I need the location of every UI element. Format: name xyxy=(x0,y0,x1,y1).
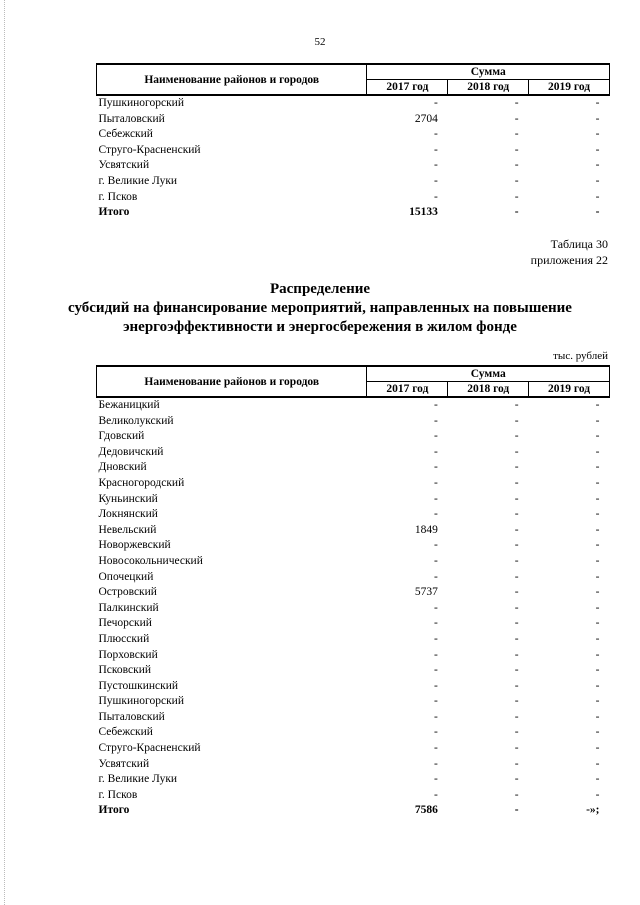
value-2017: - xyxy=(433,97,438,109)
value-2019: - xyxy=(595,570,600,583)
value-2017: 1849 xyxy=(414,523,438,536)
value-2019: - xyxy=(595,742,600,755)
table-row xyxy=(97,616,610,632)
table-row xyxy=(97,492,610,508)
total-row xyxy=(97,803,610,819)
value-2018: - xyxy=(514,508,519,521)
table-continuation xyxy=(96,63,610,221)
district-name: Локнянский xyxy=(98,508,158,521)
value-2018: - xyxy=(514,742,519,755)
value-2018: - xyxy=(514,773,519,786)
district-name: Куньинский xyxy=(98,492,158,505)
appendix-label: приложения 22 xyxy=(530,253,608,267)
value-2018: - xyxy=(514,461,519,474)
district-name: Гдовский xyxy=(98,430,145,443)
table-row xyxy=(97,663,610,679)
value-2018: - xyxy=(514,159,519,172)
value-2017: - xyxy=(433,414,438,427)
column-header-2019: 2019 год xyxy=(529,382,610,398)
table-row xyxy=(97,585,610,601)
value-2017: - xyxy=(433,508,438,521)
value-2019: - xyxy=(595,648,600,661)
district-name: Великолукский xyxy=(98,414,174,427)
district-name: Пушкиногорский xyxy=(98,695,184,708)
value-2017: 5737 xyxy=(414,586,438,599)
value-2017: - xyxy=(433,648,438,661)
value-2019: - xyxy=(595,143,600,156)
value-2017: 7586 xyxy=(414,804,438,817)
value-2019: - xyxy=(595,508,600,521)
district-name: Красногородский xyxy=(98,476,185,489)
district-name: Усвятский xyxy=(98,159,150,172)
value-2017: - xyxy=(433,174,438,187)
value-2018: - xyxy=(514,570,519,583)
district-name: Струго-Красненский xyxy=(98,742,201,755)
value-2018: - xyxy=(514,414,519,427)
district-name: Опочецкий xyxy=(98,570,154,583)
value-2017: - xyxy=(433,679,438,692)
value-2018: - xyxy=(514,601,519,614)
value-2017: - xyxy=(433,742,438,755)
value-2018: - xyxy=(514,492,519,505)
value-2017: - xyxy=(433,539,438,552)
total-row xyxy=(97,205,610,221)
value-2019: - xyxy=(595,679,600,692)
table-row xyxy=(97,507,610,523)
value-2019: - xyxy=(595,773,600,786)
value-2019: - xyxy=(595,632,600,645)
value-2019: - xyxy=(595,445,600,458)
table-row xyxy=(97,158,610,174)
district-name: г. Великие Луки xyxy=(98,174,178,187)
value-2019: -»; xyxy=(586,804,600,817)
value-2018: - xyxy=(514,206,519,219)
value-2019: - xyxy=(595,726,600,739)
value-2018: - xyxy=(514,174,519,187)
district-name: Новосокольнический xyxy=(98,554,203,567)
value-2019: - xyxy=(595,399,600,411)
value-2019: - xyxy=(595,492,600,505)
section-heading xyxy=(0,280,640,337)
district-name: г. Псков xyxy=(98,788,138,801)
table-row xyxy=(97,570,610,586)
district-name: Бежаницкий xyxy=(98,399,160,411)
heading-line-2: субсидий на финансирование мероприятий, направленных на повышение xyxy=(68,300,572,316)
column-header-sum: Сумма xyxy=(367,64,610,80)
table-row xyxy=(97,523,610,539)
column-header-2017: 2017 год xyxy=(367,80,448,96)
value-2019: - xyxy=(595,539,600,552)
value-2018: - xyxy=(514,128,519,141)
units-label: тыс. рублей xyxy=(553,350,608,362)
value-2017: - xyxy=(433,617,438,630)
value-2019: - xyxy=(595,554,600,567)
value-2018: - xyxy=(514,554,519,567)
table-row xyxy=(97,554,610,570)
value-2017: - xyxy=(433,601,438,614)
value-2019: - xyxy=(595,430,600,443)
value-2019: - xyxy=(595,617,600,630)
table-row xyxy=(97,397,610,414)
value-2018: - xyxy=(514,445,519,458)
district-name: Палкинский xyxy=(98,601,159,614)
value-2017: - xyxy=(433,128,438,141)
district-name: Струго-Красненский xyxy=(98,143,201,156)
value-2018: - xyxy=(514,143,519,156)
column-header-name: Наименование районов и городов xyxy=(97,64,367,95)
table-row xyxy=(97,694,610,710)
table-row xyxy=(97,112,610,128)
district-name: Пыталовский xyxy=(98,112,165,125)
district-name: Печорский xyxy=(98,617,152,630)
column-header-sum: Сумма xyxy=(367,366,610,382)
value-2019: - xyxy=(595,174,600,187)
value-2018: - xyxy=(514,664,519,677)
value-2019: - xyxy=(595,476,600,489)
value-2018: - xyxy=(514,632,519,645)
value-2019: - xyxy=(595,159,600,172)
column-header-2018: 2018 год xyxy=(448,80,529,96)
table-row xyxy=(97,710,610,726)
table-row xyxy=(97,190,610,206)
value-2017: 2704 xyxy=(414,112,438,125)
table-row xyxy=(97,757,610,773)
district-name: Себежский xyxy=(98,128,153,141)
value-2019: - xyxy=(595,128,600,141)
table-row xyxy=(97,95,610,112)
value-2018: - xyxy=(514,586,519,599)
value-2017: - xyxy=(433,710,438,723)
value-2019: - xyxy=(595,710,600,723)
value-2017: 15133 xyxy=(409,206,438,219)
district-name: Дедовичский xyxy=(98,445,164,458)
district-name: Усвятский xyxy=(98,757,150,770)
value-2018: - xyxy=(514,679,519,692)
value-2019: - xyxy=(595,757,600,770)
value-2018: - xyxy=(514,523,519,536)
heading-line-1: Распределение xyxy=(269,281,371,297)
value-2017: - xyxy=(433,757,438,770)
district-name: Новоржевский xyxy=(98,539,171,552)
district-name: Плюсский xyxy=(98,632,150,645)
value-2018: - xyxy=(514,695,519,708)
value-2017: - xyxy=(433,492,438,505)
value-2019: - xyxy=(595,206,600,219)
table-row xyxy=(97,772,610,788)
value-2019: - xyxy=(595,97,600,109)
value-2018: - xyxy=(514,430,519,443)
column-header-2017: 2017 год xyxy=(367,382,448,398)
value-2017: - xyxy=(433,773,438,786)
value-2017: - xyxy=(433,554,438,567)
value-2017: - xyxy=(433,445,438,458)
table-row xyxy=(97,127,610,143)
district-name: Невельский xyxy=(98,523,157,536)
table-row xyxy=(97,174,610,190)
district-name: г. Великие Луки xyxy=(98,773,178,786)
table-row xyxy=(97,476,610,492)
value-2018: - xyxy=(514,399,519,411)
value-2018: - xyxy=(514,190,519,203)
value-2019: - xyxy=(595,664,600,677)
value-2017: - xyxy=(433,695,438,708)
value-2019: - xyxy=(595,788,600,801)
district-name: Порховский xyxy=(98,648,158,661)
district-name: Пустошкинский xyxy=(98,679,179,692)
district-name: Дновский xyxy=(98,461,147,474)
table-row xyxy=(97,445,610,461)
value-2017: - xyxy=(433,461,438,474)
value-2018: - xyxy=(514,788,519,801)
value-2018: - xyxy=(514,648,519,661)
value-2018: - xyxy=(514,617,519,630)
district-name: Итого xyxy=(98,804,130,817)
value-2017: - xyxy=(433,143,438,156)
table-row xyxy=(97,648,610,664)
value-2018: - xyxy=(514,97,519,109)
page-number: 52 xyxy=(314,36,326,48)
value-2018: - xyxy=(514,710,519,723)
value-2017: - xyxy=(433,476,438,489)
table-caption xyxy=(531,236,608,268)
table-row xyxy=(97,414,610,430)
table-row xyxy=(97,143,610,159)
column-header-2018: 2018 год xyxy=(448,382,529,398)
value-2017: - xyxy=(433,664,438,677)
value-2019: - xyxy=(595,414,600,427)
column-header-2019: 2019 год xyxy=(529,80,610,96)
table-row xyxy=(97,788,610,804)
value-2017: - xyxy=(433,632,438,645)
table-row xyxy=(97,741,610,757)
table-row xyxy=(97,725,610,741)
value-2017: - xyxy=(433,788,438,801)
value-2017: - xyxy=(433,430,438,443)
table-row xyxy=(97,460,610,476)
value-2018: - xyxy=(514,539,519,552)
district-name: Пушкиногорский xyxy=(98,97,184,109)
value-2017: - xyxy=(433,399,438,411)
scan-margin-line xyxy=(4,0,5,905)
table-row xyxy=(97,538,610,554)
district-name: Псковский xyxy=(98,664,152,677)
value-2019: - xyxy=(595,601,600,614)
value-2018: - xyxy=(514,804,519,817)
table-number-label: Таблица 30 xyxy=(550,237,608,251)
table-subsidies xyxy=(96,365,610,819)
value-2017: - xyxy=(433,190,438,203)
value-2019: - xyxy=(595,461,600,474)
table-row xyxy=(97,601,610,617)
district-name: Себежский xyxy=(98,726,153,739)
value-2019: - xyxy=(595,190,600,203)
value-2018: - xyxy=(514,757,519,770)
value-2018: - xyxy=(514,112,519,125)
value-2017: - xyxy=(433,570,438,583)
district-name: г. Псков xyxy=(98,190,138,203)
column-header-name: Наименование районов и городов xyxy=(97,366,367,397)
heading-line-3: энергоэффективности и энергосбережения в жилом фонде xyxy=(123,319,517,335)
table-row xyxy=(97,679,610,695)
table-row xyxy=(97,429,610,445)
value-2018: - xyxy=(514,476,519,489)
value-2019: - xyxy=(595,523,600,536)
district-name: Островский xyxy=(98,586,157,599)
value-2019: - xyxy=(595,586,600,599)
district-name: Итого xyxy=(98,206,130,219)
table-row xyxy=(97,632,610,648)
value-2018: - xyxy=(514,726,519,739)
value-2019: - xyxy=(595,695,600,708)
district-name: Пыталовский xyxy=(98,710,165,723)
value-2017: - xyxy=(433,726,438,739)
value-2019: - xyxy=(595,112,600,125)
value-2017: - xyxy=(433,159,438,172)
